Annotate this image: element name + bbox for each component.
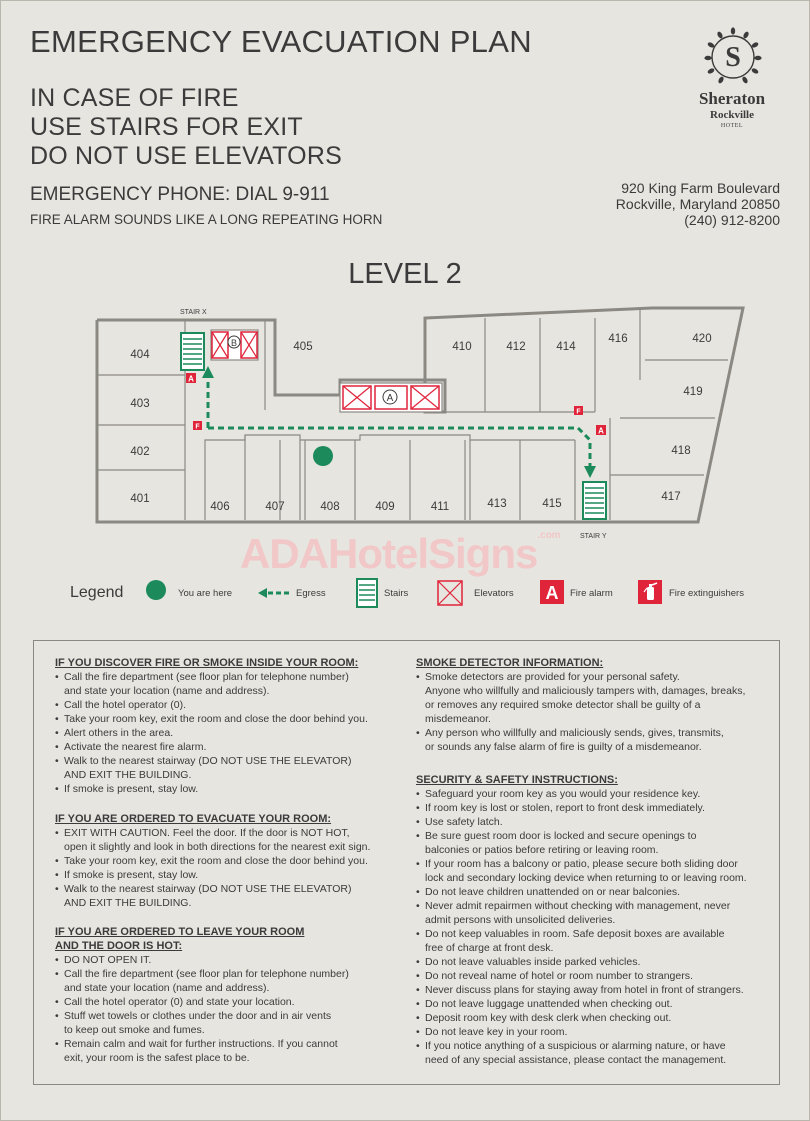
list-item: • Take your room key, exit the room and close the door behind you.	[55, 712, 400, 726]
stairs-x-icon	[181, 333, 204, 370]
list-item: • If room key is lost or stolen, report to front desk immediately.	[416, 801, 771, 815]
door-hot-section	[55, 925, 400, 1065]
room-label: 420	[692, 333, 712, 345]
watermark-text: ADAHotelSigns	[240, 530, 538, 577]
list-item: • If smoke is present, stay low.	[55, 782, 400, 796]
hotel-name: Sheraton	[698, 89, 766, 108]
list-item: • Alert others in the area.	[55, 726, 400, 740]
room-label: 417	[661, 491, 681, 503]
section-heading: IF YOU DISCOVER FIRE OR SMOKE INSIDE YOUR ROOM:	[55, 657, 359, 669]
you-are-here-marker	[313, 446, 333, 466]
list-item: • EXIT WITH CAUTION. Feel the door. If the door is NOT HOT, open it slightly and look in both directions for the nearest exit sign.	[55, 826, 400, 854]
fire-alarm-glyph: A	[188, 374, 194, 384]
watermark-suffix: .com	[537, 530, 561, 541]
level-title: LEVEL 2	[348, 258, 462, 290]
section-heading: IF YOU ARE ORDERED TO EVACUATE YOUR ROOM:	[55, 813, 332, 825]
list-item: • Call the fire department (see floor plan for telephone number) and state your location (name and address).	[55, 967, 400, 995]
watermark	[240, 530, 561, 578]
room-label: 411	[430, 501, 450, 513]
legend-elevators: Elevators	[474, 588, 514, 599]
floor-plan	[0, 0, 810, 560]
room-label: 414	[556, 341, 576, 353]
fire-extinguisher-glyph: F	[576, 408, 581, 416]
door-hot-list	[55, 953, 400, 1065]
list-item: • DO NOT OPEN IT.	[55, 953, 400, 967]
room-label: 416	[608, 333, 628, 345]
discover-list	[55, 670, 400, 796]
fire-instruction-line-2: USE STAIRS FOR EXIT	[30, 113, 303, 141]
section-heading: SECURITY & SAFETY INSTRUCTIONS:	[416, 774, 618, 786]
evacuate-list	[55, 826, 400, 910]
list-item: • If you notice anything of a suspicious or alarming nature, or have need of any special assistance, please contact the management.	[416, 1039, 771, 1067]
fire-alarm-legend-glyph: A	[545, 583, 559, 603]
room-label: 415	[542, 498, 562, 510]
fire-instruction-line-1: IN CASE OF FIRE	[30, 84, 239, 112]
list-item: • Call the hotel operator (0) and state your location.	[55, 995, 400, 1009]
you-are-here-icon	[146, 580, 166, 600]
list-item: • Do not leave key in your room.	[416, 1025, 771, 1039]
elevator-b-label: B	[230, 338, 238, 348]
legend-egress: Egress	[296, 588, 326, 599]
legend-fire-extinguishers: Fire extinguishers	[669, 588, 744, 599]
legend-fire-alarm: Fire alarm	[570, 588, 613, 599]
room-label: 401	[130, 493, 150, 505]
hotel-location: Rockville	[710, 109, 754, 121]
fire-extinguisher-icon	[574, 406, 583, 416]
fire-alarm-glyph: A	[598, 426, 604, 436]
list-item: • If your room has a balcony or patio, please secure both sliding door lock and secondary locking device when returning to or leaving room.	[416, 857, 771, 885]
list-item: • Stuff wet towels or clothes under the door and in air vents to keep out smoke and fumes.	[55, 1009, 400, 1037]
section-heading: AND THE DOOR IS HOT:	[55, 940, 183, 952]
list-item: • Call the hotel operator (0).	[55, 698, 400, 712]
room-label: 404	[130, 349, 150, 361]
smoke-detector-list	[416, 670, 771, 754]
fire-extinguisher-icon	[193, 421, 202, 431]
stairs-y-icon	[583, 482, 606, 519]
fire-alarm-icon	[186, 373, 196, 384]
list-item: • Smoke detectors are provided for your personal safety. Anyone who willfully and maliciously tampers with, damages, breaks, or removes any required smoke detector shall be guilty of a misdemeanor.	[416, 670, 771, 726]
fire-extinguisher-glyph: F	[195, 423, 200, 431]
emergency-phone: EMERGENCY PHONE: DIAL 9-911	[30, 184, 330, 205]
room-label: 412	[506, 341, 526, 353]
alarm-note: FIRE ALARM SOUNDS LIKE A LONG REPEATING HORN	[30, 212, 383, 227]
evacuate-section	[55, 812, 400, 910]
list-item: • Be sure guest room door is locked and secure openings to balconies or patios before retiring or leaving room.	[416, 829, 771, 857]
list-item: • Remain calm and wait for further instructions. If you cannot exit, your room is the safest place to be.	[55, 1037, 400, 1065]
elevator-a-label: A	[386, 393, 394, 404]
legend-stairs: Stairs	[384, 588, 409, 599]
room-label: 406	[210, 501, 230, 513]
stair-x-label: STAIR X	[180, 309, 207, 316]
smoke-detector-section	[416, 656, 771, 754]
room-label: 409	[375, 501, 395, 513]
fire-extinguisher-legend-icon	[638, 580, 662, 604]
room-label: 405	[293, 341, 313, 353]
legend-you-are-here: You are here	[178, 588, 233, 599]
list-item: • Walk to the nearest stairway (DO NOT USE THE ELEVATOR) AND EXIT THE BUILDING.	[55, 754, 400, 782]
list-item: • Safeguard your room key as you would your residence key.	[416, 787, 771, 801]
list-item: • Take your room key, exit the room and close the door behind you.	[55, 854, 400, 868]
list-item: • Activate the nearest fire alarm.	[55, 740, 400, 754]
room-label: 419	[683, 386, 703, 398]
logo-letter: S	[725, 42, 741, 73]
fire-instruction-line-3: DO NOT USE ELEVATORS	[30, 142, 342, 170]
elevator-icon	[437, 580, 463, 606]
stairs-icon	[356, 578, 378, 608]
list-item: • Do not reveal name of hotel or room number to strangers.	[416, 969, 771, 983]
page-title: EMERGENCY EVACUATION PLAN	[30, 24, 532, 59]
section-heading: SMOKE DETECTOR INFORMATION:	[416, 657, 604, 669]
list-item: • Do not leave valuables inside parked vehicles.	[416, 955, 771, 969]
section-heading: IF YOU ARE ORDERED TO LEAVE YOUR ROOM	[55, 926, 305, 938]
list-item: • If smoke is present, stay low.	[55, 868, 400, 882]
egress-icon	[258, 587, 292, 599]
list-item: • Call the fire department (see floor plan for telephone number) and state your location (name and address).	[55, 670, 400, 698]
room-label: 408	[320, 501, 340, 513]
list-item: • Walk to the nearest stairway (DO NOT USE THE ELEVATOR) AND EXIT THE BUILDING.	[55, 882, 400, 910]
address-line-1: 920 King Farm Boulevard	[621, 180, 780, 196]
room-label: 410	[452, 341, 472, 353]
legend-title: Legend	[70, 584, 124, 601]
egress-arrow-down-icon	[584, 466, 596, 478]
address-line-2: Rockville, Maryland 20850	[615, 196, 780, 212]
fire-alarm-legend-icon	[540, 580, 564, 604]
room-label: 407	[265, 501, 285, 513]
list-item: • Deposit room key with desk clerk when checking out.	[416, 1011, 771, 1025]
hotel-type: HOTEL	[720, 123, 744, 129]
room-label: 402	[130, 446, 150, 458]
security-section	[416, 773, 771, 1067]
list-item: • Any person who willfully and maliciously sends, gives, transmits, or sounds any false alarm of fire is guilty of a misdemeanor.	[416, 726, 771, 754]
list-item: • Do not leave children unattended on or near balconies.	[416, 885, 771, 899]
list-item: • Never admit repairmen without checking with management, never admit persons with unsolicited deliveries.	[416, 899, 771, 927]
discover-section	[55, 656, 400, 796]
fire-alarm-icon	[596, 425, 606, 436]
list-item: • Do not keep valuables in room. Safe deposit boxes are available free of charge at front desk.	[416, 927, 771, 955]
room-label: 403	[130, 398, 150, 410]
list-item: • Never discuss plans for staying away from hotel in front of strangers.	[416, 983, 771, 997]
list-item: • Do not leave luggage unattended when checking out.	[416, 997, 771, 1011]
security-list	[416, 787, 771, 1067]
room-label: 413	[487, 498, 507, 510]
room-label: 418	[671, 445, 691, 457]
list-item: • Use safety latch.	[416, 815, 771, 829]
hotel-phone: (240) 912-8200	[684, 212, 780, 228]
stair-y-label: STAIR Y	[580, 533, 607, 540]
